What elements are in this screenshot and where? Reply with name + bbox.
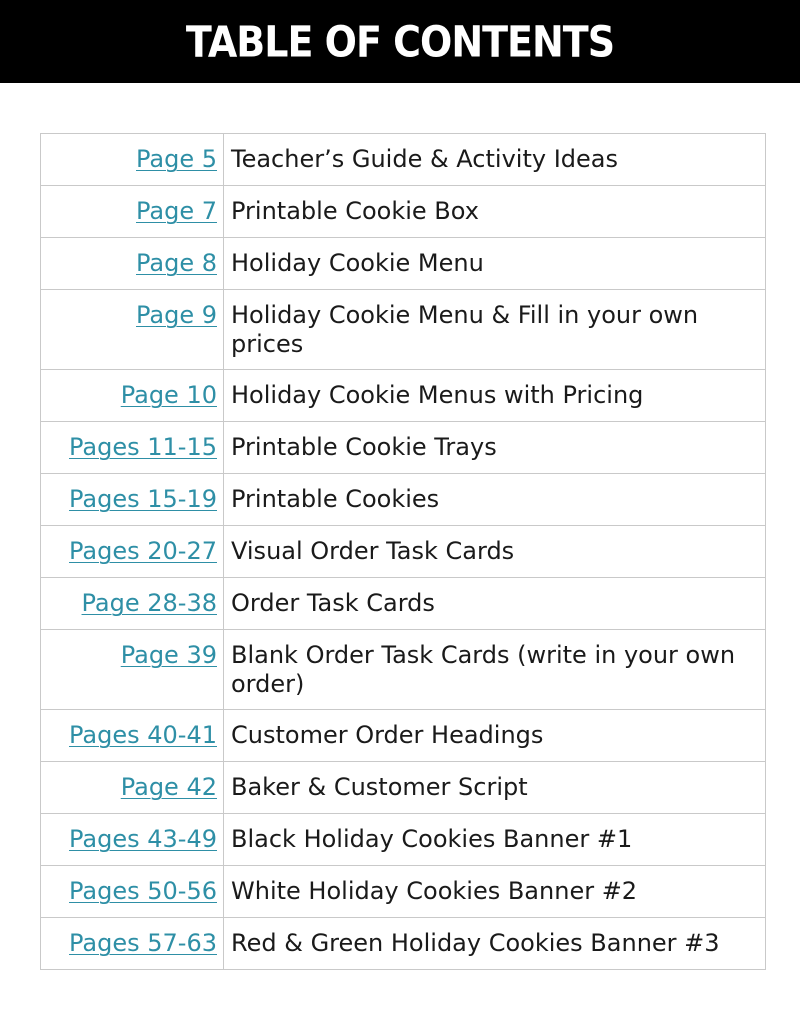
section-description: Printable Cookie Trays bbox=[224, 422, 766, 474]
section-description: Holiday Cookie Menu bbox=[224, 238, 766, 290]
section-description: Blank Order Task Cards (write in your own order) bbox=[224, 630, 766, 710]
page-cell bbox=[41, 918, 224, 970]
page-link[interactable]: Page 10 bbox=[120, 381, 217, 409]
section-description: Printable Cookies bbox=[224, 474, 766, 526]
section-description: Order Task Cards bbox=[224, 578, 766, 630]
section-description: Teacher’s Guide & Activity Ideas bbox=[224, 134, 766, 186]
toc-row bbox=[41, 134, 766, 186]
section-description: Customer Order Headings bbox=[224, 710, 766, 762]
page-cell bbox=[41, 762, 224, 814]
page-link[interactable]: Pages 11-15 bbox=[69, 433, 217, 461]
toc-row bbox=[41, 630, 766, 710]
page-link[interactable]: Pages 57-63 bbox=[69, 929, 217, 957]
page-title: TABLE OF CONTENTS bbox=[185, 16, 615, 67]
toc-row bbox=[41, 710, 766, 762]
page-link[interactable]: Pages 43-49 bbox=[69, 825, 217, 853]
page-cell bbox=[41, 422, 224, 474]
page-cell bbox=[41, 578, 224, 630]
toc-row bbox=[41, 814, 766, 866]
toc-row bbox=[41, 866, 766, 918]
page-link[interactable]: Page 7 bbox=[136, 197, 217, 225]
toc-row bbox=[41, 474, 766, 526]
section-description: Holiday Cookie Menu & Fill in your own prices bbox=[224, 290, 766, 370]
section-description: Visual Order Task Cards bbox=[224, 526, 766, 578]
page-cell bbox=[41, 186, 224, 238]
page-cell bbox=[41, 866, 224, 918]
page-link[interactable]: Pages 50-56 bbox=[69, 877, 217, 905]
page-link[interactable]: Pages 20-27 bbox=[69, 537, 217, 565]
title-banner bbox=[0, 0, 800, 83]
page-cell bbox=[41, 370, 224, 422]
toc-row bbox=[41, 238, 766, 290]
page-cell bbox=[41, 134, 224, 186]
section-description: White Holiday Cookies Banner #2 bbox=[224, 866, 766, 918]
page-cell bbox=[41, 290, 224, 370]
page-link[interactable]: Page 9 bbox=[136, 301, 217, 329]
page-cell bbox=[41, 814, 224, 866]
section-description: Baker & Customer Script bbox=[224, 762, 766, 814]
page-link[interactable]: Page 42 bbox=[120, 773, 217, 801]
page-cell bbox=[41, 710, 224, 762]
page-link[interactable]: Page 5 bbox=[136, 145, 217, 173]
page-link[interactable]: Pages 15-19 bbox=[69, 485, 217, 513]
page-link[interactable]: Page 39 bbox=[120, 641, 217, 669]
toc-row bbox=[41, 762, 766, 814]
section-description: Black Holiday Cookies Banner #1 bbox=[224, 814, 766, 866]
page-cell bbox=[41, 526, 224, 578]
page-cell bbox=[41, 630, 224, 710]
section-description: Printable Cookie Box bbox=[224, 186, 766, 238]
page-link[interactable]: Page 8 bbox=[136, 249, 217, 277]
toc-row bbox=[41, 370, 766, 422]
page-cell bbox=[41, 238, 224, 290]
section-description: Red & Green Holiday Cookies Banner #3 bbox=[224, 918, 766, 970]
toc-row bbox=[41, 186, 766, 238]
page-link[interactable]: Pages 40-41 bbox=[69, 721, 217, 749]
section-description: Holiday Cookie Menus with Pricing bbox=[224, 370, 766, 422]
table-of-contents bbox=[40, 133, 766, 970]
toc-row bbox=[41, 526, 766, 578]
toc-row bbox=[41, 290, 766, 370]
page-cell bbox=[41, 474, 224, 526]
toc-row bbox=[41, 578, 766, 630]
toc-row bbox=[41, 422, 766, 474]
toc-row bbox=[41, 918, 766, 970]
page-link[interactable]: Page 28-38 bbox=[81, 589, 217, 617]
